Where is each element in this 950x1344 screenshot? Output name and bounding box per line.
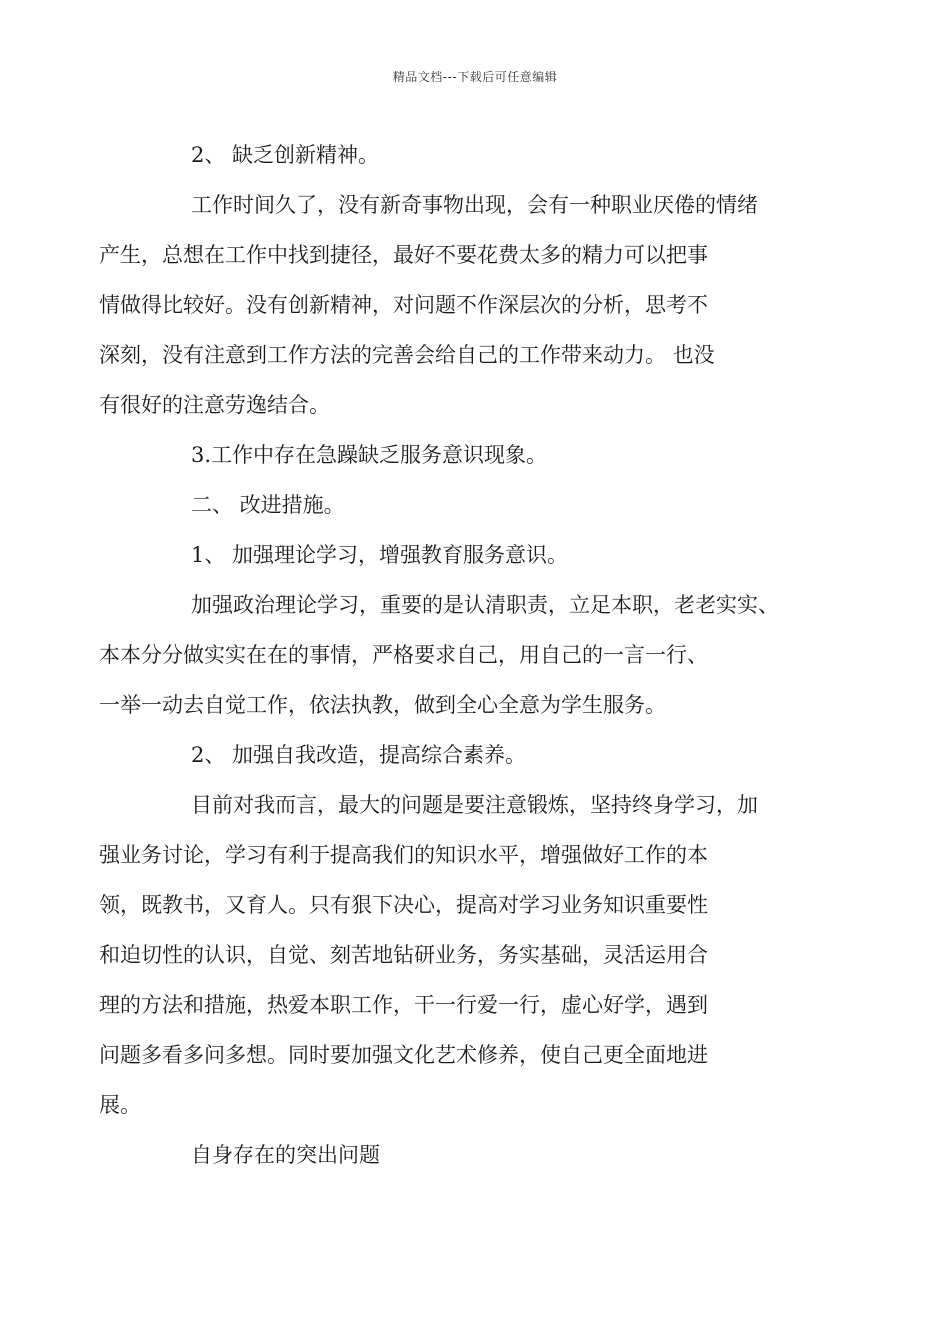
document-body bbox=[99, 130, 815, 1180]
text-line: 领，既教书，又育人。只有狠下决心，提高对学习业务知识重要性 bbox=[99, 893, 708, 917]
paragraph-heading-improvement bbox=[145, 480, 815, 530]
text-line: 和迫切性的认识，自觉、刻苦地钻研业务，务实基础，灵活运用合 bbox=[99, 943, 708, 967]
text-line: 本本分分做实实在在的事情，严格要求自己，用自己的一言一行、 bbox=[99, 643, 708, 667]
text-line: 情做得比较好。没有创新精神，对问题不作深层次的分析，思考不 bbox=[99, 293, 708, 317]
text-line: 3.工作中存在急躁缺乏服务意识现象。 bbox=[191, 443, 548, 467]
text-line: 问题多看多问多想。同时要加强文化艺术修养，使自己更全面地进 bbox=[99, 1043, 708, 1067]
paragraph-theory-detail bbox=[99, 580, 815, 730]
text-line: 理的方法和措施，热爱本职工作，干一行爱一行，虚心好学，遇到 bbox=[99, 993, 708, 1017]
text-line: 工作时间久了，没有新奇事物出现，会有一种职业厌倦的情绪 bbox=[191, 193, 758, 217]
paragraph-heading-lack-innovation bbox=[145, 130, 815, 180]
text-line: 展。 bbox=[99, 1093, 141, 1117]
text-line: 深刻，没有注意到工作方法的完善会给自己的工作带来动力。 也没 bbox=[99, 343, 715, 367]
text-line: 强业务讨论，学习有利于提高我们的知识水平，增强做好工作的本 bbox=[99, 843, 708, 867]
paragraph-innovation-detail bbox=[99, 180, 815, 430]
text-line: 有很好的注意劳逸结合。 bbox=[99, 393, 330, 417]
paragraph-heading-theory-study bbox=[145, 530, 815, 580]
text-line: 加强政治理论学习，重要的是认清职责，立足本职，老老实实、 bbox=[191, 593, 779, 617]
text-line: 产生，总想在工作中找到捷径，最好不要花费太多的精力可以把事 bbox=[99, 243, 708, 267]
paragraph-heading-prominent-issues bbox=[145, 1130, 815, 1180]
text-line: 2、 加强自我改造，提高综合素养。 bbox=[191, 743, 527, 767]
paragraph-self-improvement-detail bbox=[99, 780, 815, 1130]
page-header: 精品文档---下载后可任意编辑 bbox=[392, 70, 558, 84]
text-line: 一举一动去自觉工作，依法执教，做到全心全意为学生服务。 bbox=[99, 693, 666, 717]
text-line: 2、 缺乏创新精神。 bbox=[191, 143, 380, 167]
paragraph-heading-self-improvement bbox=[145, 730, 815, 780]
text-line: 1、 加强理论学习，增强教育服务意识。 bbox=[191, 543, 569, 567]
text-line: 自身存在的突出问题 bbox=[191, 1143, 380, 1167]
text-line: 目前对我而言，最大的问题是要注意锻炼，坚持终身学习，加 bbox=[191, 793, 758, 817]
paragraph-heading-impatience bbox=[145, 430, 815, 480]
text-line: 二、 改进措施。 bbox=[191, 493, 345, 517]
